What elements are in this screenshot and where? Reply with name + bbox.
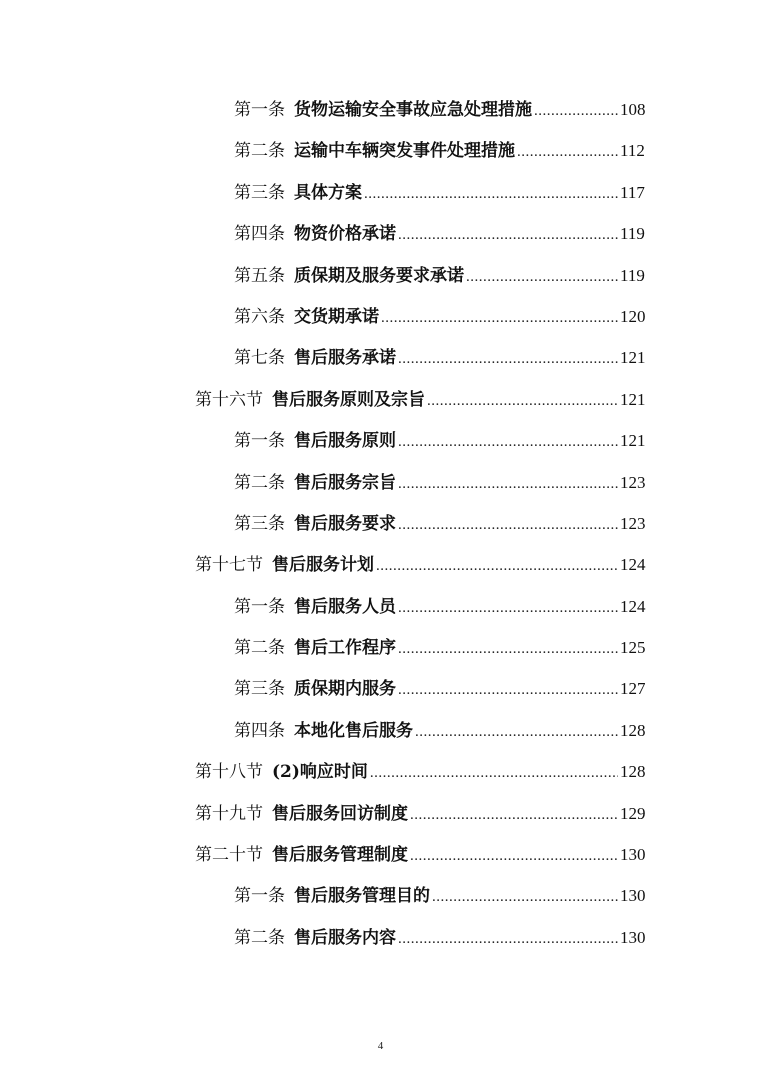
toc-entry-title: 具体方案 [294, 182, 362, 203]
toc-entry-title: 售后服务管理制度 [272, 845, 408, 866]
toc-entry-number: 第二条 [234, 472, 285, 493]
toc-section-entry[interactable] [0, 379, 761, 420]
toc-leader-dots [376, 546, 618, 587]
toc-entry-page: 123 [620, 472, 646, 492]
toc-leader-dots [427, 381, 618, 422]
toc-entry[interactable] [0, 710, 761, 751]
toc-entry-page: 117 [620, 182, 645, 202]
toc-section-entry[interactable] [0, 793, 761, 834]
toc-entry-number: 第二十节 [195, 845, 263, 866]
toc-entry-title: 售后工作程序 [294, 638, 396, 659]
toc-leader-dots [398, 629, 618, 670]
toc-entry-title: 售后服务管理目的 [294, 886, 430, 907]
toc-entry[interactable] [0, 213, 761, 254]
toc-section-entry[interactable] [0, 834, 761, 875]
toc-entry-page: 119 [620, 224, 645, 244]
toc-entry-page: 130 [620, 886, 646, 906]
table-of-contents [0, 89, 761, 958]
toc-entry[interactable] [0, 337, 761, 378]
toc-entry-number: 第七条 [234, 348, 285, 369]
toc-entry-number: 第四条 [234, 224, 285, 245]
toc-entry[interactable] [0, 917, 761, 958]
toc-leader-dots [398, 339, 618, 380]
toc-entry-title: 售后服务原则及宗旨 [272, 389, 425, 410]
toc-entry[interactable] [0, 296, 761, 337]
toc-leader-dots [364, 174, 618, 215]
toc-entry[interactable] [0, 130, 761, 171]
toc-entry-number: 第六条 [234, 306, 285, 327]
toc-entry-title: 物资价格承诺 [294, 224, 396, 245]
toc-entry-page: 130 [620, 927, 646, 947]
toc-entry[interactable] [0, 255, 761, 296]
toc-entry-number: 第四条 [234, 720, 285, 741]
toc-entry-page: 121 [620, 348, 646, 368]
toc-entry-page: 119 [620, 265, 645, 285]
toc-entry-page: 128 [620, 720, 646, 740]
toc-entry-number: 第十七节 [195, 555, 263, 576]
toc-entry-number: 第五条 [234, 265, 285, 286]
toc-entry-title: 售后服务宗旨 [294, 472, 396, 493]
toc-entry-page: 127 [620, 679, 646, 699]
toc-entry-title: 质保期及服务要求承诺 [294, 265, 464, 286]
toc-entry-number: 第十八节 [195, 762, 263, 783]
toc-entry-page: 125 [620, 638, 646, 658]
toc-leader-dots [370, 753, 618, 794]
toc-entry-title: 质保期内服务 [294, 679, 396, 700]
toc-entry[interactable] [0, 503, 761, 544]
toc-entry-page: 121 [620, 389, 646, 409]
toc-entry[interactable] [0, 420, 761, 461]
toc-entry-page: 124 [620, 596, 646, 616]
toc-entry-page: 130 [620, 845, 646, 865]
toc-entry-number: 第三条 [234, 182, 285, 203]
toc-leader-dots [466, 257, 618, 298]
toc-section-entry[interactable] [0, 544, 761, 585]
toc-entry-title: 售后服务承诺 [294, 348, 396, 369]
toc-entry-title: 运输中车辆突发事件处理措施 [294, 141, 515, 162]
toc-leader-dots [398, 588, 618, 629]
toc-entry-number: 第一条 [234, 596, 285, 617]
toc-entry[interactable] [0, 462, 761, 503]
toc-leader-dots [415, 712, 618, 753]
toc-entry-number: 第二条 [234, 141, 285, 162]
toc-leader-dots [534, 91, 618, 132]
toc-entry[interactable] [0, 627, 761, 668]
toc-leader-dots [398, 505, 618, 546]
toc-entry-title: 售后服务内容 [294, 927, 396, 948]
toc-entry-title: 售后服务人员 [294, 596, 396, 617]
toc-section-entry[interactable] [0, 751, 761, 792]
toc-entry[interactable] [0, 89, 761, 130]
toc-entry-number: 第三条 [234, 513, 285, 534]
toc-leader-dots [432, 877, 618, 918]
toc-leader-dots [517, 132, 618, 173]
toc-entry-title: 售后服务计划 [272, 555, 374, 576]
toc-leader-dots [398, 464, 618, 505]
toc-entry[interactable] [0, 875, 761, 916]
toc-entry-page: 120 [620, 306, 646, 326]
toc-entry-number: 第十九节 [195, 803, 263, 824]
toc-entry-page: 129 [620, 803, 646, 823]
toc-entry[interactable] [0, 172, 761, 213]
toc-leader-dots [410, 836, 618, 877]
toc-leader-dots [398, 215, 618, 256]
toc-entry-title: 货物运输安全事故应急处理措施 [294, 100, 532, 120]
toc-entry-page: 121 [620, 431, 646, 451]
toc-entry-number: 第二条 [234, 927, 285, 948]
toc-entry-title: 售后服务要求 [294, 513, 396, 534]
toc-entry-number: 第三条 [234, 679, 285, 700]
toc-entry-title: 本地化售后服务 [294, 720, 413, 741]
toc-entry-title: 交货期承诺 [294, 306, 379, 327]
toc-entry[interactable] [0, 668, 761, 709]
toc-entry-number: 第一条 [234, 100, 285, 120]
toc-entry-number: 第二条 [234, 638, 285, 659]
toc-leader-dots [398, 422, 618, 463]
toc-leader-dots [398, 919, 618, 960]
toc-entry-title: (2)响应时间 [272, 762, 368, 783]
toc-entry[interactable] [0, 586, 761, 627]
toc-leader-dots [398, 670, 618, 711]
toc-entry-number: 第一条 [234, 886, 285, 907]
toc-entry-page: 123 [620, 513, 646, 533]
toc-entry-number: 第十六节 [195, 389, 263, 410]
toc-entry-title: 售后服务原则 [294, 431, 396, 452]
toc-entry-title: 售后服务回访制度 [272, 803, 408, 824]
toc-entry-page: 128 [620, 762, 646, 782]
toc-entry-number: 第一条 [234, 431, 285, 452]
page-number: 4 [377, 1040, 384, 1052]
toc-leader-dots [410, 795, 618, 836]
toc-entry-page: 108 [620, 100, 646, 119]
toc-entry-page: 112 [620, 141, 645, 161]
toc-leader-dots [381, 298, 618, 339]
toc-entry-page: 124 [620, 555, 646, 575]
